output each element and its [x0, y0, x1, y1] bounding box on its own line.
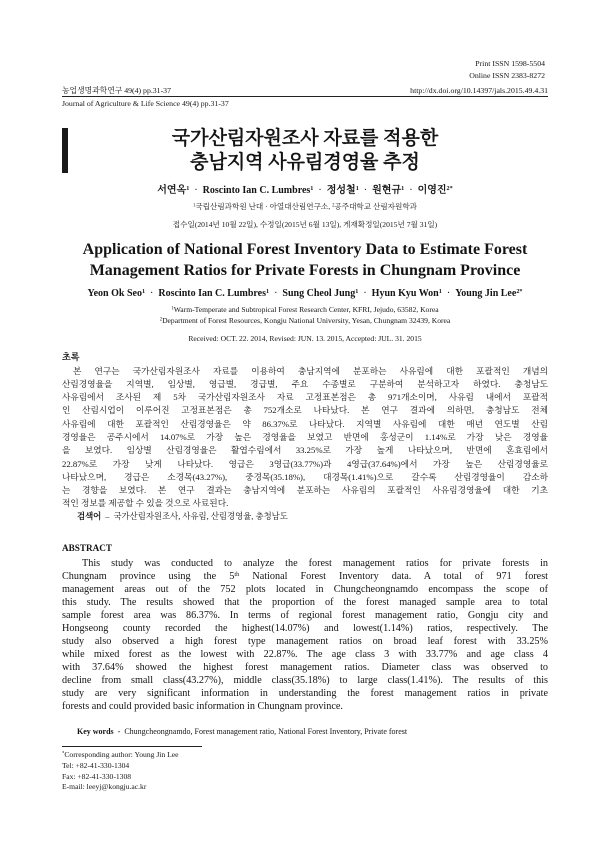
abstract-en-text: Chungnam province using the 5 — [62, 570, 235, 582]
abstract-en-line: this study. The results showed that the proportion of the forest managed sample area to total — [62, 596, 548, 608]
author-separator: · — [318, 185, 322, 196]
author-name: Roscinto Ian C. Lumbres — [158, 288, 266, 299]
abstract-en-line: forests and could provided basic information in Chungnam province. — [62, 700, 343, 712]
author-affiliation-mark: 1 — [438, 287, 442, 295]
author-separator: · — [274, 288, 278, 299]
abstract-ko-line: 경영율은 공주시에서 14.07%로 가장 높은 경영율을 보였고 반면에 홍성군이 1.14%로 가장 낮은 경영율 — [62, 431, 548, 442]
abstract-en-line: study are very significant information in understanding the forest management ratios in private — [62, 687, 548, 699]
abstract-ko-line: 인 산림시업이 이루어진 고정표본점은 총 752개소로 나타났다. 본 연구 결과에 의하면, 충청남도 전체 — [62, 405, 548, 416]
abstract-en-line: while mixed forest as the lowest with 22.87%. The age class 3 with 33.77% and age class 4 — [62, 648, 548, 660]
online-issn: Online ISSN 2383-8272 — [469, 71, 545, 80]
author-separator: · — [363, 185, 368, 196]
korean-abstract-heading: 초록 — [62, 352, 80, 362]
author-affiliation-mark: 1 — [265, 287, 270, 295]
author-affiliation-mark: 1 — [355, 287, 359, 295]
author-affiliation-mark: 1 — [310, 184, 314, 192]
author-separator: · — [363, 288, 367, 299]
affiliation-mark: 2 — [159, 317, 163, 323]
abstract-en-line: management areas out of the 752 plots located in Chungcheongnamdo encompass the scope of — [62, 583, 548, 595]
keywords-label: Key words — [77, 727, 114, 736]
affiliation-mark: 2 — [332, 203, 335, 209]
abstract-en-text: National Forest Inventory data. A total of 971 forest — [239, 570, 548, 582]
author-separator: · — [409, 185, 413, 196]
english-keywords — [77, 726, 407, 738]
english-title-line-2: Management Ratios for Private Forests in Chungnam Province — [89, 262, 521, 279]
journal-citation-english: Journal of Agriculture & Life Science 49(4) pp.31-37 — [62, 98, 229, 108]
abstract-en-line: Hongseong county recorded the highest(14.07%) and lowest(1.14%) ratios, respectively. The — [62, 622, 548, 634]
abstract-en-line: study also observed a high forest type management ratios on broad leaf forest with 33.25% — [62, 635, 548, 647]
abstract-ko-line: 사유림에서 조사된 제 5차 국가산림자원조사 자료 고정표본점은 총 971개소이며, 사유림 내에서 포괄적 — [62, 392, 548, 403]
authors-english — [62, 287, 548, 300]
abstract-ko-line: 나타났으며, 경급은 소경목(43.27%), 중경목(35.18%), 대경목(1.41%)으로 갈수록 산림경영율이 감소하 — [62, 471, 548, 482]
affiliation-text: Warm-Temperate and Subtropical Forest Research Center, KFRI, Jejudo, 63582, Korea — [173, 305, 439, 314]
english-abstract-heading: ABSTRACT — [62, 543, 113, 553]
affiliation-mark: 1 — [192, 203, 196, 209]
doi-link: http://dx.doi.org/10.14397/jals.2015.49.4.31 — [410, 86, 548, 95]
abstract-ko-line: 사유림에 대한 포괄적인 산림경영율은 약 86.37%로 나타났다. 지역별 사유림에 대한 매년 연도별 산림 — [62, 418, 548, 429]
english-abstract-body — [62, 557, 548, 713]
author-name: Roscinto Ian C. Lumbres — [202, 185, 311, 196]
author-separator: · — [446, 288, 451, 299]
author-affiliation-mark: 1 — [141, 287, 146, 295]
abstract-ko-line: 22.87%로 가장 낮게 나타났다. 영급은 3영급(33.77%)과 4영급(37.64%)에서 가장 높은 산림경영율로 — [62, 458, 548, 469]
author-name: 이영진 — [417, 185, 447, 196]
abstract-en-line: sample forest area was 86.37%. In terms of regional forest management ratio, Gongju city and — [62, 609, 548, 621]
author-name: Sung Cheol Jung — [282, 288, 356, 299]
keywords-text: Chungcheongnamdo, Forest management ratio, National Forest Inventory, Private forest — [124, 727, 408, 736]
affiliation-text: Department of Forest Resources, Kongju National University, Yesan, Chungnam 32439, Korea — [162, 316, 451, 325]
keywords-dash: - — [117, 727, 121, 736]
keywords-label: 검색어 — [77, 512, 102, 521]
korean-title-line-1: 국가산림자원조사 자료를 적용한 — [171, 128, 439, 149]
author-separator: · — [150, 288, 154, 299]
keywords-dash: – — [105, 512, 110, 521]
footnote-rule — [62, 746, 202, 747]
author-name: Young Jin Lee — [455, 288, 517, 299]
abstract-ko-line: 본 연구는 국가산림자원조사 자료를 이용하여 충남지역에 분포하는 사유림에 대한 포괄적인 개념의 — [73, 365, 548, 376]
authors-korean — [62, 184, 548, 197]
author-affiliation-mark: 1 — [355, 184, 359, 192]
submission-dates-english: Received: OCT. 22. 2014, Revised: JUN. 13. 2015, Accepted: JUL. 31. 2015 — [188, 334, 422, 343]
author-name: 서연옥 — [157, 185, 187, 196]
corresponding-author-footnote — [62, 750, 362, 793]
abstract-en-line — [62, 570, 548, 583]
email: E-mail: leeyj@kongju.ac.kr — [62, 782, 147, 792]
abstract-ko-line: 적인 정보를 제공할 수 있을 것으로 사료된다. — [62, 498, 229, 509]
print-issn: Print ISSN 1598-5504 — [475, 59, 545, 68]
abstract-en-line: This study was conducted to analyze the forest management ratios for private forests in — [82, 557, 548, 569]
author-affiliation-mark: 2* — [516, 287, 523, 295]
affiliations-korean — [62, 201, 548, 212]
author-affiliation-mark: 1 — [401, 184, 405, 192]
submission-dates-korean: 접수일(2014년 10월 22일), 수정일(2015년 6월 13일), 게재확정일(2015년 7월 31일) — [172, 220, 438, 229]
author-name: 정성철 — [326, 185, 356, 196]
affiliation-mark: 1 — [171, 306, 174, 312]
affiliation-text: 국립산림과학원 난대 · 아열대산림연구소, — [195, 202, 333, 211]
affiliation-english-2 — [62, 315, 548, 326]
author-name: Yeon Ok Seo — [87, 288, 142, 299]
abstract-en-superscript: th — [234, 570, 240, 578]
author-affiliation-mark: 2* — [446, 184, 453, 192]
abstract-en-line: with 37.64% showed the highest forest management ratios. Diameter class was observed to — [62, 661, 548, 673]
corresponding-author-line — [62, 750, 362, 761]
fax: Fax: +82-41-330-1308 — [62, 771, 132, 781]
keywords-text: 국가산림자원조사, 사유림, 산림경영율, 충청남도 — [113, 512, 288, 521]
author-name: Hyun Kyu Won — [371, 288, 439, 299]
abstract-ko-line: 는 경향을 보였다. 본 연구 결과는 충남지역에 분포하는 사유림의 포괄적인 사유림경영율에 대한 기초 — [62, 485, 548, 496]
abstract-ko-line: 을 보였다. 임상별 산림경영율은 활엽수림에서 33.25%로 가장 높게 나타났으며, 반면에 혼효림에서 — [62, 445, 548, 456]
abstract-ko-line: 산림경영율을 지역별, 임상별, 영급별, 경급별, 주요 수종별로 구분하여 분석하고자 하였다. 충청남도 — [62, 378, 548, 389]
author-name: 원현규 — [372, 185, 402, 196]
journal-citation-korean: 농업생명과학연구 49(4) pp.31-37 — [62, 86, 171, 95]
korean-keywords — [77, 511, 288, 523]
english-title-line-1: Application of National Forest Inventory Data to Estimate Forest — [82, 241, 528, 258]
affiliation-text: 공주대학교 산림자원학과 — [334, 202, 418, 211]
affiliation-english-1 — [62, 304, 548, 315]
telephone: Tel: +82-41-330-1304 — [62, 760, 130, 770]
author-affiliation-mark: 1 — [186, 184, 190, 192]
abstract-en-line: decline from small class(43.27%), middle class(35.18%) to large class(1.41%). The results of this — [62, 674, 548, 686]
corresponding-marker: * — [62, 751, 65, 757]
korean-abstract-body — [62, 365, 548, 511]
author-separator: · — [194, 185, 198, 196]
corresponding-author-text: Corresponding author: Young Jin Lee — [64, 750, 179, 759]
korean-title-line-2: 충남지역 사유림경영율 추정 — [190, 152, 420, 173]
